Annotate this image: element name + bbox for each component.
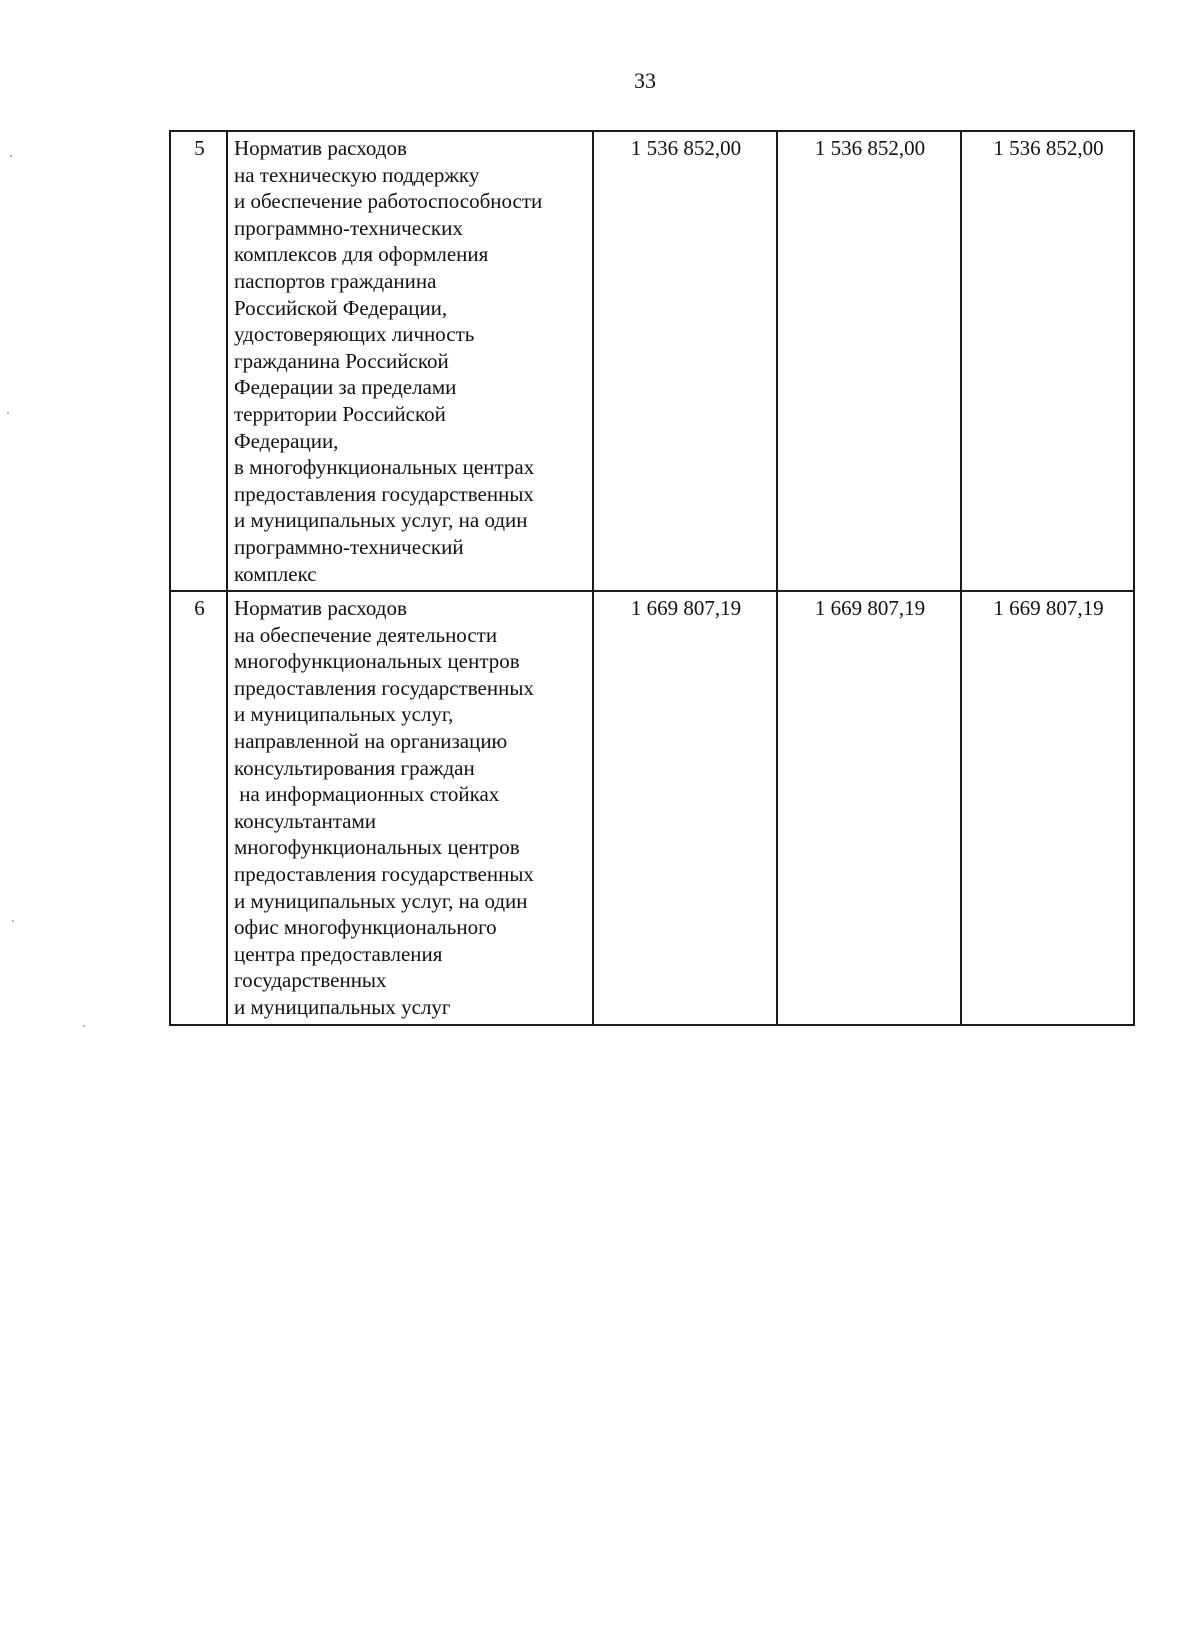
description-line: программно-технических [234, 215, 463, 240]
description-line: государственных [234, 968, 387, 993]
description-line: Норматив расходов [234, 596, 407, 621]
description-line: Федерации, [234, 428, 339, 453]
description-line: комплекс [234, 561, 317, 586]
value-cell: 1 536 852,00 [777, 131, 961, 591]
value-cell: 1 536 852,00 [961, 131, 1134, 591]
description-line: на техническую поддержку [234, 162, 480, 187]
scan-speck [83, 1025, 85, 1027]
description-line: многофункциональных центров [234, 649, 520, 674]
description-line: удостоверяющих личность [234, 322, 475, 347]
scan-speck [12, 920, 14, 922]
row-description [227, 131, 593, 591]
row-description [227, 591, 593, 1025]
description-line: гражданина Российской [234, 348, 449, 373]
norms-table [169, 130, 1135, 1026]
table-row [170, 131, 1134, 591]
scan-speck [7, 412, 9, 414]
row-number: 6 [170, 591, 227, 1025]
description-line: предоставления государственных [234, 481, 534, 506]
description-line: и муниципальных услуг [234, 995, 451, 1019]
description-line: направленной на организацию [234, 729, 508, 754]
value-cell: 1 669 807,19 [961, 591, 1134, 1025]
description-line: комплексов для оформления [234, 242, 489, 267]
description-line: в многофункциональных центрах [234, 455, 535, 480]
description-line: центра предоставления [234, 941, 443, 966]
description-line: многофункциональных центров [234, 835, 520, 860]
row-number: 5 [170, 131, 227, 591]
value-cell: 1 669 807,19 [593, 591, 777, 1025]
description-line: предоставления государственных [234, 862, 534, 887]
description-line: на обеспечение деятельности [234, 622, 498, 647]
description-line: территории Российской [234, 401, 446, 426]
description-line: Норматив расходов [234, 136, 407, 160]
description-line: на информационных стойках [234, 782, 500, 807]
scan-speck [10, 155, 12, 157]
description-line: Федерации за пределами [234, 375, 457, 400]
value-cell: 1 536 852,00 [593, 131, 777, 591]
description-line: и муниципальных услуг, на один [234, 508, 528, 533]
description-line: консультантами [234, 808, 377, 833]
description-line: и муниципальных услуг, [234, 702, 454, 727]
description-line: и обеспечение работоспособности [234, 189, 543, 214]
description-line: офис многофункционального [234, 915, 497, 940]
description-line: консультирования граждан [234, 755, 475, 780]
description-line: предоставления государственных [234, 675, 534, 700]
description-line: паспортов гражданина [234, 268, 437, 293]
table-row [170, 591, 1134, 1025]
value-cell: 1 669 807,19 [777, 591, 961, 1025]
description-line: и муниципальных услуг, на один [234, 888, 528, 913]
description-line: Российской Федерации, [234, 295, 448, 320]
page-number: 33 [634, 68, 656, 93]
description-line: программно-технический [234, 534, 464, 559]
